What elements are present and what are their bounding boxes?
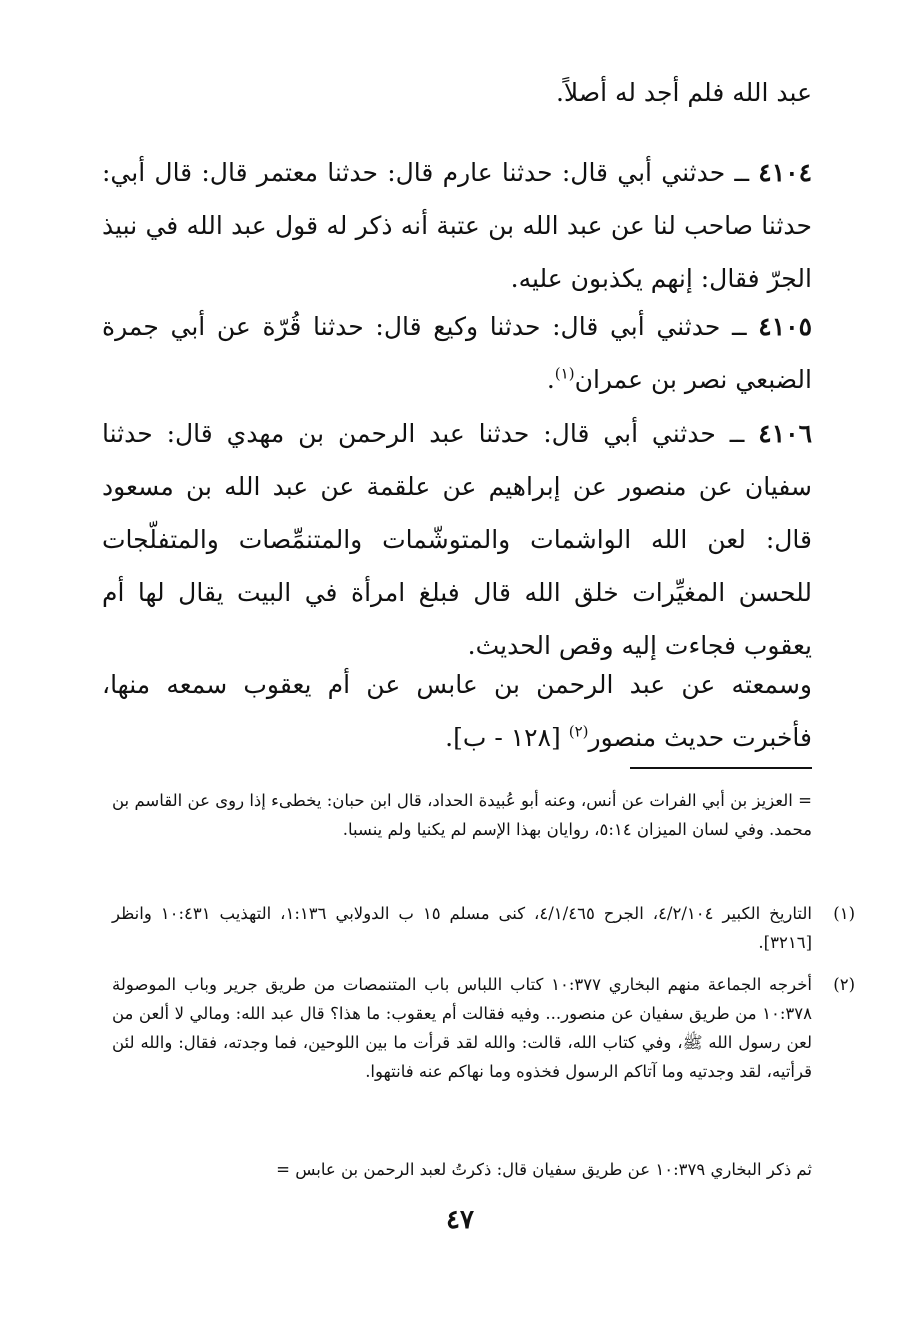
paragraph-text: عبد الله فلم أجد له أصلاً. [555, 78, 812, 107]
paragraph-addendum [102, 658, 812, 764]
paragraph-continuation [102, 66, 812, 119]
footnote-marker: (١) [833, 904, 855, 923]
footnote-reference: (٢) [568, 722, 589, 741]
paragraph-text-tail: [١٢٨ - ب]. [445, 723, 569, 752]
hadith-text: ــ حدثني أبي قال: حدثنا عبد الرحمن بن مهدي قال: حدثنا سفيان عن منصور عن إبراهيم عن علقمة عن عبد الله بن مسعود قال: لعن الله الواشمات والمتوشّمات والمتنمِّصات والمتفلّجات للحسن المغيِّرات خلق الله قال فبلغ امرأة في البيت يقال لها أم يعقوب فجاءت إليه وقص الحديث. [102, 419, 812, 660]
paragraph-text: وسمعته عن عبد الرحمن بن عابس عن أم يعقوب سمعه منها، فأخبرت حديث منصور [102, 670, 812, 752]
footnote-text: التاريخ الكبير ٤/٢/١٠٤، الجرح ٤/١/٤٦٥، كنى مسلم ١٥ ب الدولابي ١:١٣٦، التهذيب ١٠:٤٣١ وانظر [٣٢١٦]. [112, 904, 813, 952]
hadith-text: ــ حدثني أبي قال: حدثنا عارم قال: حدثنا معتمر قال: قال أبي: حدثنا صاحب لنا عن عبد الله بن عتبة أنه ذكر له قول عبد الله في نبيذ الجرّ فقال: إنهم يكذبون عليه. [102, 158, 812, 293]
hadith-4104 [102, 146, 812, 305]
hadith-number: ٤١٠٤ [758, 158, 812, 187]
footnote-reference: (١) [554, 364, 575, 383]
hadith-4105 [102, 300, 812, 406]
footnote-text: ثم ذكر البخاري ١٠:٣٧٩ عن طريق سفيان قال: ذكرتُ لعبد الرحمن بن عابس = [276, 1160, 812, 1179]
hadith-text-tail: . [546, 365, 555, 394]
page-number: ٤٧ [446, 1205, 474, 1235]
footnote-text: = العزيز بن أبي الفرات عن أنس، وعنه أبو عُبيدة الحداد، قال ابن حبان: يخطىء إذا روى عن القاسم بن محمد. وفي لسان الميزان ٥:١٤، روايان بهذا الإسم لم يكنيا ولم ينسبا. [112, 791, 812, 839]
footnote-2 [112, 970, 855, 1086]
footnote-marker: (٢) [833, 975, 855, 994]
footnote-1 [112, 899, 855, 957]
hadith-4106 [102, 407, 812, 672]
hadith-number: ٤١٠٥ [758, 312, 812, 341]
footnote-continuation [112, 786, 812, 844]
footnote-divider [630, 767, 812, 769]
footnote-continued [112, 1155, 812, 1184]
hadith-text: ــ حدثني أبي قال: حدثنا وكيع قال: حدثنا قُرّة عن أبي جمرة الضبعي نصر بن عمران [102, 312, 812, 394]
footnote-text: أخرجه الجماعة منهم البخاري ١٠:٣٧٧ كتاب اللباس باب المتنمصات من طريق جرير وباب الموصولة ١٠:٣٧٨ من طريق سفيان عن منصور... وفيه فقالت أم يعقوب: ما هذا؟ قال عبد الله: ومالي لا ألعن من لعن رسول الله ﷺ، وفي كتاب الله، قالت: والله لقد قرأت ما بين اللوحين، فما وجدته، فقال: والله لئن قرأتيه، لقد وجدتيه وما آتاكم الرسول فخذوه وما نهاكم عنه فانتهوا. [112, 975, 812, 1081]
hadith-number: ٤١٠٦ [758, 419, 812, 448]
